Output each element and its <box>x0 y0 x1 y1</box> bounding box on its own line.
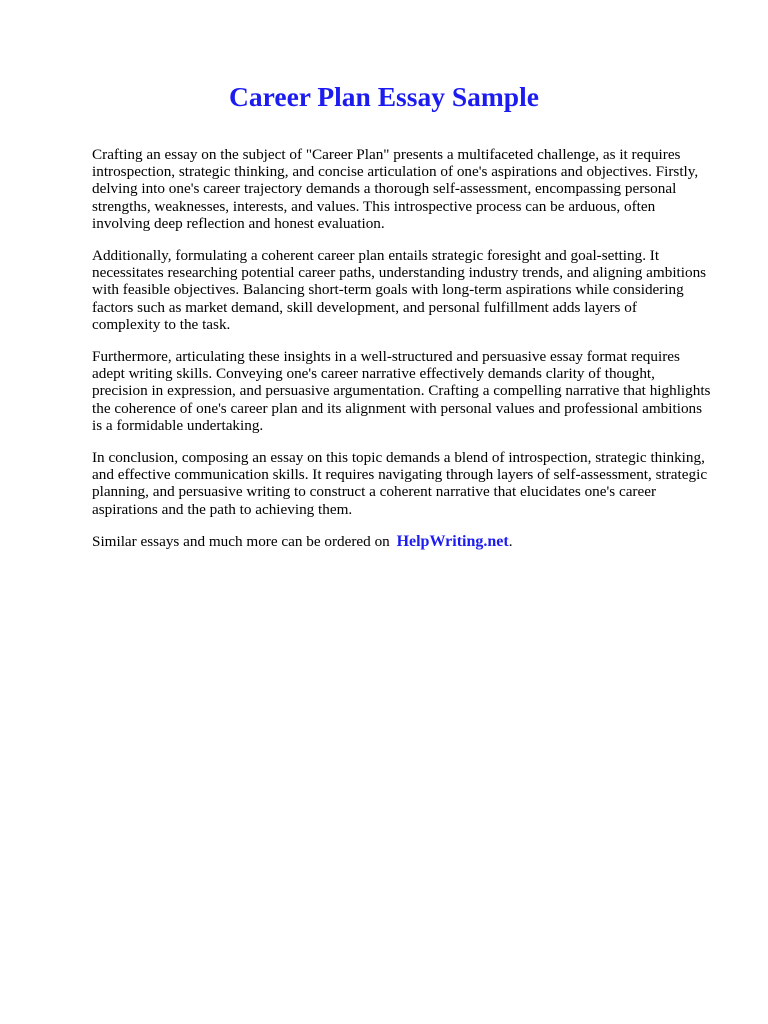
page-title: Career Plan Essay Sample <box>229 81 539 112</box>
text-line: delving into one's career trajectory demands a thorough self-assessment, encompassing personal <box>92 180 677 198</box>
paragraph-1 <box>92 146 732 232</box>
text-line: Furthermore, articulating these insights in a well-structured and persuasive essay format requires <box>92 348 680 366</box>
paragraph-4 <box>92 449 732 518</box>
text-line: complexity to the task. <box>92 315 231 333</box>
text-line: introspection, strategic thinking, and concise articulation of one's aspirations and objectives. Firstly, <box>92 163 699 181</box>
essay-body <box>92 146 732 550</box>
text-line: aspirations and the path to achieving them. <box>92 500 353 518</box>
text-line: with feasible objectives. Balancing short-term goals with long-term aspirations while considering <box>92 281 684 299</box>
text-line: Additionally, formulating a coherent career plan entails strategic foresight and goal-setting. It <box>92 247 660 265</box>
helpwriting-link[interactable]: HelpWriting.net <box>396 532 509 550</box>
text-line: the coherence of one's career plan and its alignment with personal values and professional ambitions <box>92 399 703 417</box>
text-line: precision in expression, and persuasive argumentation. Crafting a compelling narrative that highlights <box>92 382 711 400</box>
text-line: factors such as market demand, skill development, and personal fulfillment adds layers of <box>92 298 637 316</box>
footer-trailing: . <box>508 532 513 550</box>
text-line: In conclusion, composing an essay on this topic demands a blend of introspection, strategic thinking, <box>92 449 705 467</box>
footer-text: Similar essays and much more can be ordered on <box>92 532 390 550</box>
text-line: and effective communication skills. It requires navigating through layers of self-assessment, strategic <box>92 466 708 484</box>
text-line: involving deep reflection and honest evaluation. <box>92 214 385 232</box>
text-line: adept writing skills. Conveying one's career narrative effectively demands clarity of thought, <box>92 365 655 383</box>
paragraph-2 <box>92 247 732 333</box>
text-line: strengths, weaknesses, interests, and values. This introspective process can be arduous, often <box>92 197 656 215</box>
text-line: Crafting an essay on the subject of "Career Plan" presents a multifaceted challenge, as it requires <box>92 146 681 163</box>
order-footer <box>92 533 732 550</box>
text-line: necessitates researching potential career paths, understanding industry trends, and aligning ambitions <box>92 264 707 282</box>
text-line: is a formidable undertaking. <box>92 416 264 434</box>
paragraph-3 <box>92 348 732 434</box>
text-line: planning, and persuasive writing to construct a coherent narrative that elucidates one's career <box>92 483 657 501</box>
